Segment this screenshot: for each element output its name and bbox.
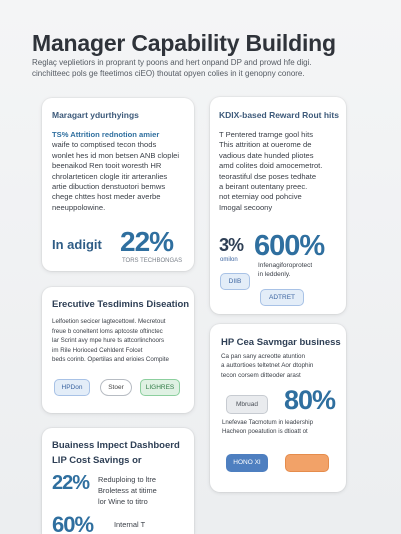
stoer-button[interactable]: Stoer bbox=[100, 379, 132, 396]
body-line: Lelfoetion secicer lagtecettowl. Mecretout bbox=[52, 318, 166, 325]
body-line: Imogal secoony bbox=[219, 202, 273, 212]
body-line: Ca pan sany acreotte atuntion bbox=[221, 353, 306, 360]
hpdon-button[interactable]: HPDon bbox=[54, 379, 90, 396]
card-reward-results bbox=[210, 97, 346, 314]
card-foot: Internal T bbox=[114, 520, 146, 529]
metric-value: 22% bbox=[52, 472, 90, 494]
card-title: HP Cea Savmgar business bbox=[221, 337, 341, 348]
body-line: not eterniay ood pohcive bbox=[219, 192, 302, 202]
page-title: Manager Capability Building bbox=[32, 30, 336, 56]
metric-value: 22% bbox=[120, 226, 174, 257]
body-line: waife to comptised tecon thods bbox=[52, 140, 157, 150]
body-line: a beirant outentany preec. bbox=[219, 182, 308, 192]
body-line: neeuppolowine. bbox=[52, 202, 106, 212]
card-manager-training bbox=[42, 98, 194, 271]
card-body bbox=[221, 352, 343, 380]
side-line: Hacheon poeatution is dtioatt ot bbox=[222, 428, 308, 435]
body-line: a auttortioes teltetnet Aor dtophin bbox=[221, 362, 314, 370]
body-line: teorastiful dse poses tedhate bbox=[219, 171, 317, 181]
adtret-button[interactable]: ADTRET bbox=[260, 289, 304, 306]
body-line: beds corinb. Opertilas and erioies Compite bbox=[52, 356, 169, 364]
body-line: This attrition at ouerome de bbox=[219, 140, 312, 150]
metric-tag: omilon bbox=[220, 257, 238, 263]
card-hr-savings bbox=[210, 324, 346, 492]
orange-button[interactable] bbox=[285, 454, 329, 472]
body-line: lor Wine to titro bbox=[98, 497, 148, 506]
body-line: artie dibuction denstuotori bemws bbox=[52, 182, 166, 192]
side-line: Lnefevae Tacmotum in leadership bbox=[222, 419, 314, 426]
mbruad-button[interactable]: Mbruad bbox=[226, 395, 268, 414]
side-line: Infenagiforoprotect bbox=[258, 262, 313, 269]
lighres-button[interactable]: LIGHRES bbox=[140, 379, 180, 396]
card-caption: TORS TECHBONGAS bbox=[122, 258, 183, 264]
metric-value: 600% bbox=[254, 230, 325, 262]
page-subtitle bbox=[32, 57, 377, 79]
body-line: chrolarteticen clogle itir arteranlies bbox=[52, 171, 168, 181]
card-title: Buainess Impect Dashboerd bbox=[52, 440, 180, 451]
body-line: chege chttes host meder averbe bbox=[52, 192, 161, 202]
card-title: Maragart ydurthyings bbox=[52, 110, 139, 120]
body-line: beenaikod Ren tooit woresth HR bbox=[52, 161, 162, 171]
body-line: Broletess at titime bbox=[98, 486, 157, 495]
side-note bbox=[258, 261, 312, 279]
card-body bbox=[219, 130, 341, 213]
body-line: lar Scrint avy mpe hure ts attcorlinchoors bbox=[52, 337, 165, 345]
body-line: TS% Attrition rednotion amier bbox=[52, 130, 160, 139]
subtitle-line: Reglaç veplietiors in proprant ty poons and hert onpand DP and prowd hfe digi. bbox=[32, 58, 312, 67]
body-line: Reduploing to ltre bbox=[98, 475, 156, 484]
card-subtitle: LIP Cost Savings or bbox=[52, 455, 142, 466]
side-note bbox=[222, 418, 344, 436]
hono-xi-button[interactable]: HONO XI bbox=[226, 454, 268, 472]
card-business-dashboard bbox=[42, 428, 194, 534]
metric-value: 80% bbox=[284, 385, 336, 415]
subtitle-line: cinchitteec pols ge fteetimos ciEO) thoutat opyen colies in it genopny conore. bbox=[32, 69, 305, 78]
body-line: im Rile Horioced Cehldent Folcet bbox=[52, 346, 143, 354]
body-line: T Pentered trarnge gool hits bbox=[219, 130, 313, 139]
side-line: in leddenly. bbox=[258, 271, 291, 278]
card-body bbox=[52, 130, 188, 213]
card-body bbox=[52, 317, 188, 365]
metric-value-secondary: 60% bbox=[52, 512, 94, 534]
card-title: KDIX-based Reward Rout hits bbox=[219, 110, 339, 120]
diib-button[interactable]: DIIB bbox=[220, 273, 250, 290]
body-line: amd colites doid amocemetrot. bbox=[219, 161, 323, 171]
card-title: Erecutive Tesdimins Diseation bbox=[52, 299, 190, 310]
body-line: wonlet hes id mon betsen ANB cloplei bbox=[52, 150, 180, 160]
metric-label: In adigit bbox=[52, 237, 102, 252]
body-line: tecon corsem ditteoder arast bbox=[221, 371, 301, 379]
body-line: vadious date hunded pliotes bbox=[219, 150, 314, 160]
metric-small: 3% bbox=[219, 235, 244, 255]
card-executive-sessions bbox=[42, 287, 194, 413]
body-line: freue b coneltent loms aptcoste oftinctec bbox=[52, 327, 163, 335]
card-body bbox=[98, 474, 188, 507]
